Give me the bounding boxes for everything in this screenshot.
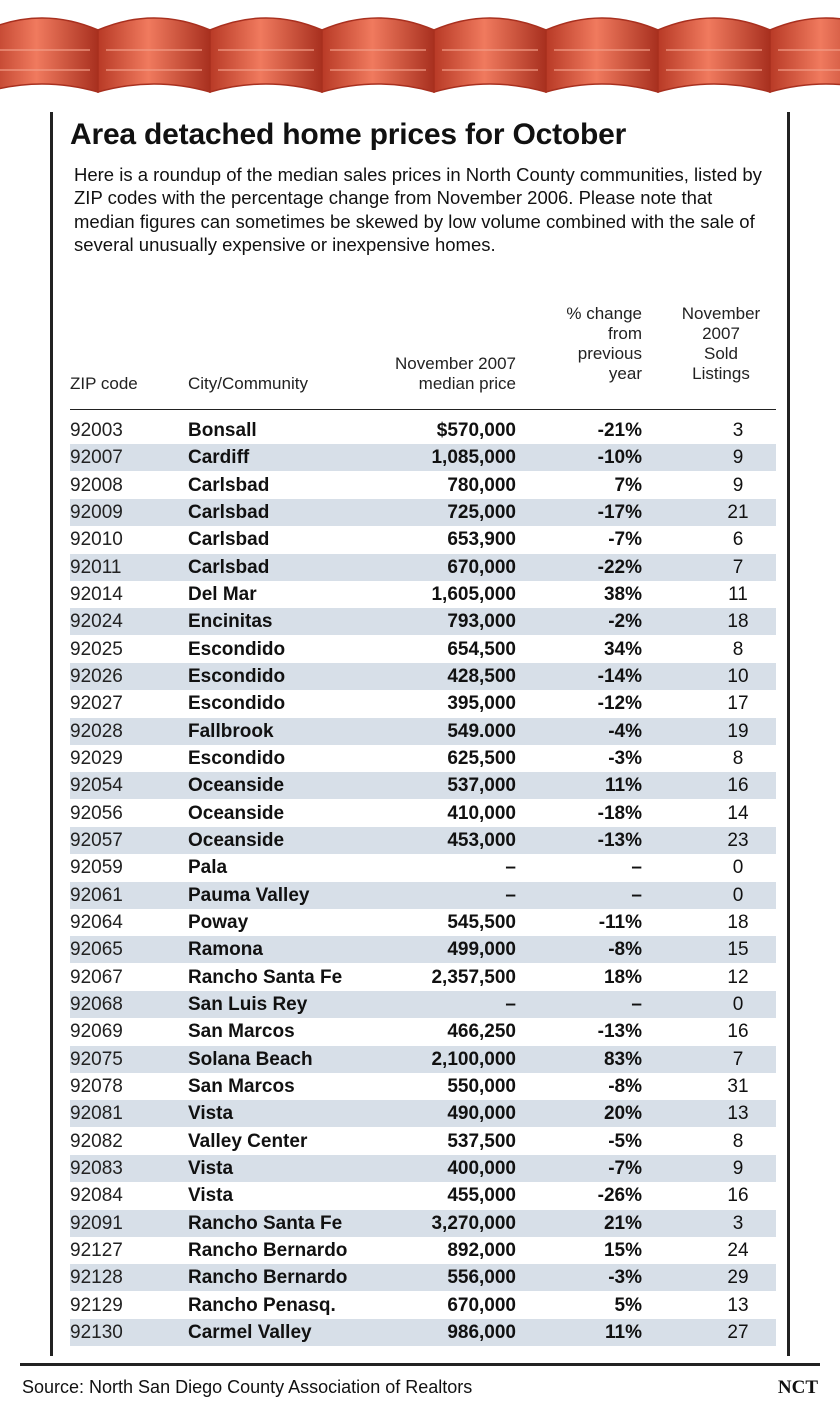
city-cell: Carlsbad bbox=[188, 529, 270, 551]
zip-cell: 92069 bbox=[70, 1021, 123, 1043]
pct-change-cell: 5% bbox=[614, 1294, 642, 1316]
price-cell: 395,000 bbox=[447, 693, 516, 715]
table-row bbox=[70, 581, 776, 608]
intro-text: Here is a roundup of the median sales prices in North County communities, listed by ZIP codes with the percentage change from November 2006. Please note that median figures can sometimes be skewed by low volume combined with the sale of several unusually expensive or inexpensive homes. bbox=[74, 164, 762, 256]
city-cell: Oceanside bbox=[188, 829, 285, 851]
city-cell: Vista bbox=[188, 1103, 234, 1125]
price-cell: 793,000 bbox=[447, 611, 516, 633]
sold-listings-cell: 12 bbox=[727, 966, 749, 988]
pct-change-cell: -10% bbox=[597, 447, 642, 469]
sold-listings-cell: 29 bbox=[727, 1267, 749, 1289]
sold-listings-cell: 7 bbox=[732, 1048, 744, 1070]
header-zip: ZIP code bbox=[70, 374, 138, 393]
header-sold-line1: November bbox=[681, 304, 761, 323]
table-row bbox=[70, 444, 776, 471]
sold-listings-cell: 17 bbox=[727, 693, 749, 715]
pct-change-cell: – bbox=[631, 993, 642, 1015]
sold-listings-cell: 11 bbox=[728, 583, 748, 605]
city-cell: Encinitas bbox=[188, 611, 273, 633]
pct-change-cell: -12% bbox=[597, 693, 642, 715]
zip-cell: 92027 bbox=[70, 693, 123, 715]
table-row bbox=[70, 417, 776, 444]
city-cell: Rancho Bernardo bbox=[188, 1267, 348, 1289]
table-row bbox=[70, 1182, 776, 1209]
price-cell: – bbox=[505, 993, 516, 1015]
pct-change-cell: 21% bbox=[603, 1212, 642, 1234]
city-cell: Carlsbad bbox=[188, 474, 270, 496]
price-cell: 986,000 bbox=[447, 1321, 516, 1343]
pct-change-cell: 11% bbox=[605, 775, 642, 797]
table-row bbox=[70, 1100, 776, 1127]
header-pct-line4: year bbox=[608, 364, 642, 383]
header-pct-line1: % change bbox=[566, 304, 642, 323]
price-cell: 499,000 bbox=[447, 939, 516, 961]
city-cell: Oceanside bbox=[188, 802, 285, 824]
table-row bbox=[70, 854, 776, 881]
pct-change-cell: -3% bbox=[608, 1267, 642, 1289]
sold-listings-cell: 24 bbox=[727, 1239, 749, 1261]
zip-cell: 92065 bbox=[70, 939, 123, 961]
city-cell: Carlsbad bbox=[188, 501, 270, 523]
header-price-line2: median price bbox=[418, 374, 516, 393]
table-row bbox=[70, 526, 776, 553]
sold-listings-cell: 0 bbox=[732, 857, 744, 879]
pct-change-cell: 11% bbox=[605, 1321, 642, 1343]
sold-listings-cell: 3 bbox=[732, 420, 744, 441]
roof-tile bbox=[434, 18, 546, 92]
price-cell: 1,605,000 bbox=[431, 583, 516, 605]
price-cell: 625,500 bbox=[447, 747, 516, 769]
table-row bbox=[70, 800, 776, 827]
pct-change-cell: 18% bbox=[603, 966, 642, 988]
price-cell: 545,500 bbox=[447, 911, 516, 933]
price-cell: 670,000 bbox=[447, 1294, 516, 1316]
city-cell: Bonsall bbox=[188, 420, 257, 441]
price-cell: 466,250 bbox=[447, 1021, 516, 1043]
city-cell: Pauma Valley bbox=[188, 884, 310, 906]
zip-cell: 92003 bbox=[70, 420, 123, 441]
sold-listings-cell: 0 bbox=[732, 884, 744, 906]
price-cell: 410,000 bbox=[447, 802, 516, 824]
zip-cell: 92026 bbox=[70, 665, 123, 687]
table-row bbox=[70, 827, 776, 854]
header-pct-line2: from bbox=[608, 324, 642, 343]
city-cell: San Luis Rey bbox=[188, 993, 308, 1015]
pct-change-cell: 7% bbox=[614, 474, 642, 496]
header-divider bbox=[70, 409, 776, 410]
sold-listings-cell: 14 bbox=[727, 802, 749, 824]
zip-cell: 92024 bbox=[70, 611, 123, 633]
zip-cell: 92067 bbox=[70, 966, 123, 988]
header-pct bbox=[540, 304, 642, 384]
sold-listings-cell: 16 bbox=[727, 1021, 749, 1043]
header-sold-line2: 2007 bbox=[702, 324, 740, 343]
city-cell: Escondido bbox=[188, 665, 286, 687]
credit-label: NCT bbox=[777, 1377, 818, 1398]
sold-listings-cell: 8 bbox=[732, 1130, 744, 1152]
price-cell: 549.000 bbox=[447, 720, 516, 742]
zip-cell: 92068 bbox=[70, 993, 123, 1015]
city-cell: Escondido bbox=[188, 747, 286, 769]
price-cell: – bbox=[505, 884, 516, 906]
pct-change-cell: -22% bbox=[597, 556, 642, 578]
table-row bbox=[70, 1210, 776, 1237]
table-row bbox=[70, 636, 776, 663]
table-row bbox=[70, 772, 776, 799]
table-row bbox=[70, 1046, 776, 1073]
footer-divider bbox=[20, 1363, 820, 1366]
table-row bbox=[70, 499, 776, 526]
sold-listings-cell: 13 bbox=[727, 1103, 749, 1125]
table-row bbox=[70, 472, 776, 499]
pct-change-cell: -8% bbox=[608, 939, 642, 961]
table-row bbox=[70, 663, 776, 690]
pct-change-cell: -18% bbox=[597, 802, 642, 824]
price-cell: 892,000 bbox=[447, 1239, 516, 1261]
city-cell: San Marcos bbox=[188, 1075, 295, 1097]
sold-listings-cell: 8 bbox=[732, 747, 744, 769]
pct-change-cell: 34% bbox=[603, 638, 642, 660]
city-cell: Vista bbox=[188, 1185, 234, 1207]
pct-change-cell: 38% bbox=[603, 583, 642, 605]
pct-change-cell: 15% bbox=[603, 1239, 642, 1261]
page-title: Area detached home prices for October bbox=[70, 118, 627, 151]
zip-cell: 92084 bbox=[70, 1185, 123, 1207]
sold-listings-cell: 9 bbox=[732, 1157, 744, 1179]
pct-change-cell: -14% bbox=[597, 665, 642, 687]
price-cell: 455,000 bbox=[447, 1185, 516, 1207]
price-cell: 400,000 bbox=[447, 1157, 516, 1179]
table-row bbox=[70, 1319, 776, 1346]
zip-cell: 92054 bbox=[70, 775, 123, 797]
price-cell: 654,500 bbox=[447, 638, 516, 660]
roof-tile bbox=[658, 18, 770, 92]
table-row bbox=[70, 1155, 776, 1182]
table-row bbox=[70, 909, 776, 936]
zip-cell: 92056 bbox=[70, 802, 123, 824]
sold-listings-cell: 0 bbox=[732, 993, 744, 1015]
price-cell: – bbox=[505, 857, 516, 879]
zip-cell: 92130 bbox=[70, 1321, 123, 1343]
table-row bbox=[70, 1073, 776, 1100]
sold-listings-cell: 13 bbox=[727, 1294, 749, 1316]
sold-listings-cell: 27 bbox=[727, 1321, 749, 1343]
city-cell: Rancho Santa Fe bbox=[188, 1212, 343, 1234]
price-cell: 1,085,000 bbox=[431, 447, 516, 469]
zip-cell: 92009 bbox=[70, 501, 123, 523]
price-cell: 556,000 bbox=[447, 1267, 516, 1289]
city-cell: Escondido bbox=[188, 693, 286, 715]
city-cell: Vista bbox=[188, 1157, 234, 1179]
sold-listings-cell: 19 bbox=[727, 720, 749, 742]
sold-listings-cell: 16 bbox=[727, 1185, 749, 1207]
price-cell: 2,357,500 bbox=[431, 966, 516, 988]
table-row bbox=[70, 1128, 776, 1155]
zip-cell: 92011 bbox=[70, 556, 122, 578]
pct-change-cell: -7% bbox=[608, 529, 642, 551]
pct-change-cell: 20% bbox=[603, 1103, 642, 1125]
sold-listings-cell: 6 bbox=[732, 529, 744, 551]
table-row bbox=[70, 991, 776, 1018]
zip-cell: 92091 bbox=[70, 1212, 123, 1234]
table-row bbox=[70, 1292, 776, 1319]
pct-change-cell: -4% bbox=[608, 720, 642, 742]
sold-listings-cell: 21 bbox=[727, 501, 749, 523]
price-cell: 428,500 bbox=[447, 665, 516, 687]
header-sold-line3: Sold bbox=[703, 344, 739, 363]
roof-tile bbox=[322, 18, 434, 92]
pct-change-cell: -3% bbox=[608, 747, 642, 769]
roof-tile bbox=[0, 18, 98, 92]
pct-change-cell: – bbox=[631, 857, 642, 879]
pct-change-cell: -2% bbox=[608, 611, 642, 633]
city-cell: Rancho Santa Fe bbox=[188, 966, 343, 988]
zip-cell: 92014 bbox=[70, 583, 123, 605]
pct-change-cell: -8% bbox=[608, 1075, 642, 1097]
sold-listings-cell: 7 bbox=[732, 556, 744, 578]
sold-listings-cell: 15 bbox=[727, 939, 749, 961]
table-row bbox=[70, 1264, 776, 1291]
roof-tile bbox=[210, 18, 322, 92]
sold-listings-cell: 10 bbox=[727, 665, 749, 687]
zip-cell: 92083 bbox=[70, 1157, 123, 1179]
table-row bbox=[70, 690, 776, 717]
pct-change-cell: 83% bbox=[603, 1048, 642, 1070]
city-cell: Carmel Valley bbox=[188, 1321, 312, 1343]
price-cell: 670,000 bbox=[447, 556, 516, 578]
city-cell: Oceanside bbox=[188, 775, 285, 797]
header-pct-line3: previous bbox=[577, 344, 642, 363]
price-cell: 453,000 bbox=[447, 829, 516, 851]
pct-change-cell: -13% bbox=[597, 1021, 642, 1043]
city-cell: Cardiff bbox=[188, 447, 250, 469]
header-price bbox=[360, 354, 516, 394]
table-row bbox=[70, 964, 776, 991]
sold-listings-cell: 9 bbox=[732, 447, 744, 469]
header-sold-line4: Listings bbox=[692, 364, 750, 383]
roof-tile bbox=[770, 18, 840, 92]
source-note: Source: North San Diego County Association of Realtors bbox=[22, 1377, 473, 1397]
price-cell: 653,900 bbox=[447, 529, 516, 551]
zip-cell: 92029 bbox=[70, 747, 123, 769]
zip-cell: 92081 bbox=[70, 1103, 123, 1125]
pct-change-cell: -21% bbox=[597, 420, 642, 441]
city-cell: Pala bbox=[188, 857, 228, 879]
pct-change-cell: -7% bbox=[608, 1157, 642, 1179]
price-cell: 550,000 bbox=[447, 1075, 516, 1097]
sold-listings-cell: 23 bbox=[727, 829, 749, 851]
price-cell: 3,270,000 bbox=[431, 1212, 516, 1234]
city-cell: Rancho Penasq. bbox=[188, 1294, 336, 1316]
price-cell: 537,500 bbox=[447, 1130, 516, 1152]
pct-change-cell: -11% bbox=[598, 911, 642, 933]
city-cell: Del Mar bbox=[188, 583, 257, 605]
zip-cell: 92128 bbox=[70, 1267, 123, 1289]
price-cell: 780,000 bbox=[447, 474, 516, 496]
roof-tile bbox=[98, 18, 210, 92]
table-row bbox=[70, 608, 776, 635]
zip-cell: 92007 bbox=[70, 447, 123, 469]
sold-listings-cell: 9 bbox=[732, 474, 744, 496]
zip-cell: 92010 bbox=[70, 529, 123, 551]
zip-cell: 92129 bbox=[70, 1294, 123, 1316]
price-cell: 490,000 bbox=[447, 1103, 516, 1125]
price-cell: 537,000 bbox=[447, 775, 516, 797]
city-cell: Valley Center bbox=[188, 1130, 308, 1152]
table-row bbox=[70, 1018, 776, 1045]
table-row bbox=[70, 882, 776, 909]
city-cell: Poway bbox=[188, 911, 249, 933]
sold-listings-cell: 31 bbox=[727, 1075, 749, 1097]
header-sold bbox=[668, 304, 774, 384]
table-row bbox=[70, 745, 776, 772]
city-cell: Carlsbad bbox=[188, 556, 270, 578]
sold-listings-cell: 3 bbox=[732, 1212, 744, 1234]
zip-cell: 92057 bbox=[70, 829, 123, 851]
pct-change-cell: -17% bbox=[597, 501, 642, 523]
city-cell: Solana Beach bbox=[188, 1048, 313, 1070]
sold-listings-cell: 18 bbox=[727, 911, 749, 933]
zip-cell: 92075 bbox=[70, 1048, 123, 1070]
city-cell: San Marcos bbox=[188, 1021, 295, 1043]
zip-cell: 92059 bbox=[70, 857, 123, 879]
zip-cell: 92008 bbox=[70, 474, 123, 496]
roof-tile bbox=[546, 18, 658, 92]
table-row bbox=[70, 936, 776, 963]
zip-cell: 92028 bbox=[70, 720, 123, 742]
zip-cell: 92078 bbox=[70, 1075, 123, 1097]
pct-change-cell: -5% bbox=[608, 1130, 642, 1152]
price-cell: $570,000 bbox=[436, 420, 516, 441]
city-cell: Escondido bbox=[188, 638, 286, 660]
pct-change-cell: -13% bbox=[597, 829, 642, 851]
sold-listings-cell: 8 bbox=[732, 638, 744, 660]
zip-cell: 92127 bbox=[70, 1239, 123, 1261]
sold-listings-cell: 18 bbox=[727, 611, 749, 633]
table-row bbox=[70, 718, 776, 745]
city-cell: Rancho Bernardo bbox=[188, 1239, 348, 1261]
price-cell: 725,000 bbox=[447, 501, 516, 523]
city-cell: Fallbrook bbox=[188, 720, 274, 742]
pct-change-cell: – bbox=[631, 884, 642, 906]
zip-cell: 92064 bbox=[70, 911, 123, 933]
table-row bbox=[70, 1237, 776, 1264]
city-cell: Ramona bbox=[188, 939, 263, 961]
zip-cell: 92025 bbox=[70, 638, 123, 660]
pct-change-cell: -26% bbox=[597, 1185, 642, 1207]
table-row bbox=[70, 554, 776, 581]
zip-cell: 92061 bbox=[70, 884, 123, 906]
price-cell: 2,100,000 bbox=[431, 1048, 516, 1070]
sold-listings-cell: 16 bbox=[727, 775, 749, 797]
header-price-line1: November 2007 bbox=[395, 354, 516, 373]
zip-cell: 92082 bbox=[70, 1130, 123, 1152]
header-city: City/Community bbox=[188, 374, 308, 393]
